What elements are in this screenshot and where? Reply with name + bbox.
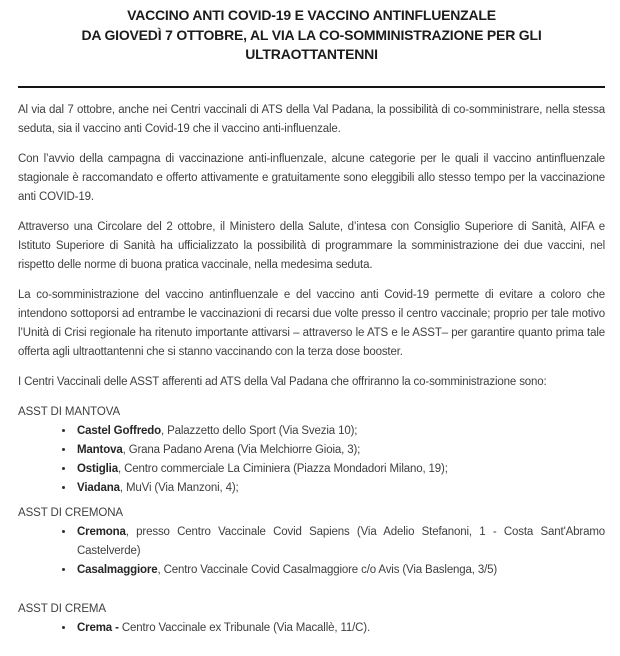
- location-detail: , Grana Padano Arena (Via Melchiorre Gioia, 3);: [122, 443, 361, 456]
- location-name: Cremona: [77, 525, 126, 538]
- location-name: Casalmaggiore: [77, 563, 158, 576]
- location-name: Ostiglia: [77, 462, 118, 475]
- location-name: Castel Goffredo: [77, 424, 162, 437]
- title-divider: [18, 86, 605, 88]
- location-detail: Centro Vaccinale ex Tribunale (Via Macallè, 11/C).: [118, 621, 371, 634]
- location-item-ostiglia: [75, 460, 605, 479]
- location-list-cremona: [18, 523, 605, 580]
- location-item-casalmaggiore: [75, 561, 605, 580]
- title-line-3: ULTRAOTTANTENNI: [245, 46, 378, 62]
- location-detail: , Palazzetto dello Sport (Via Svezia 10);: [161, 424, 358, 437]
- body-paragraph-1: Al via dal 7 ottobre, anche nei Centri vaccinali di ATS della Val Padana, la possibilità di co-somministrare, nella stessa seduta, sia il vaccino anti Covid-19 che il vaccino anti-influenzale.: [18, 103, 605, 135]
- location-item-castel-goffredo: [75, 422, 605, 441]
- location-detail: , Centro commerciale La Ciminiera (Piazza Mondadori Milano, 19);: [117, 462, 448, 475]
- section-asst-crema: [18, 600, 605, 638]
- title-line-1: VACCINO ANTI COVID-19 E VACCINO ANTINFLUENZALE: [127, 7, 496, 23]
- body-paragraph-3: Attraverso una Circolare del 2 ottobre, il Ministero della Salute, d’intesa con Consiglio Superiore di Sanità, AIFA e Istituto Superiore di Sanità ha ufficializzato la possibilità di programmare la somministrazione dei due vaccini, nel rispetto delle norme di buona pratica vaccinale, nella medesima seduta.: [18, 220, 605, 271]
- title-line-2: DA GIOVEDÌ 7 OTTOBRE, AL VIA LA CO-SOMMINISTRAZIONE PER GLI: [81, 26, 542, 43]
- section-asst-cremona: [18, 504, 605, 580]
- document-title: [18, 6, 605, 65]
- location-detail: , presso Centro Vaccinale Covid Sapiens (Via Adelio Stefanoni, 1 - Costa Sant'Abramo Castelverde): [77, 525, 605, 557]
- location-item-mantova: [75, 441, 605, 460]
- section-asst-mantova: [18, 403, 605, 498]
- location-name: Viadana: [77, 481, 120, 494]
- body-paragraph-4: La co-somministrazione del vaccino antinfluenzale e del vaccino anti Covid-19 permette di evitare a coloro che intendono sottoporsi ad entrambe le vaccinazioni di recarsi due volte presso il centro vaccinale; proprio per tale motivo l’Unità di Crisi regionale ha ritenuto importante attivarsi – attraverso le ATS e le ASST– per garantire quanto prima tale offerta agli ultraottantenni che si stanno vaccinando con la terza dose booster.: [18, 288, 605, 358]
- location-detail: , MuVi (Via Manzoni, 4);: [119, 481, 239, 494]
- body-paragraph-5: I Centri Vaccinali delle ASST afferenti ad ATS della Val Padana che offriranno la co-somministrazione sono:: [18, 375, 547, 388]
- location-list-crema: [18, 619, 605, 638]
- section-heading-cremona: ASST DI CREMONA: [18, 506, 123, 519]
- location-item-cremona: [75, 523, 605, 561]
- location-item-viadana: [75, 479, 605, 498]
- location-name: Mantova: [77, 443, 123, 456]
- location-name: Crema -: [77, 621, 119, 634]
- body-paragraph-2: Con l’avvio della campagna di vaccinazione anti-influenzale, alcune categorie per le quali il vaccino antinfluenzale stagionale è raccomandato e offerto attivamente e gratuitamente sono eleggibili allo stesso tempo per la vaccinazione anti COVID-19.: [18, 152, 605, 203]
- location-list-mantova: [18, 422, 605, 498]
- location-detail: , Centro Vaccinale Covid Casalmaggiore c/o Avis (Via Baslenga, 3/5): [157, 563, 498, 576]
- section-heading-mantova: ASST DI MANTOVA: [18, 405, 121, 418]
- section-heading-crema: ASST DI CREMA: [18, 602, 106, 615]
- location-item-crema: [75, 619, 605, 638]
